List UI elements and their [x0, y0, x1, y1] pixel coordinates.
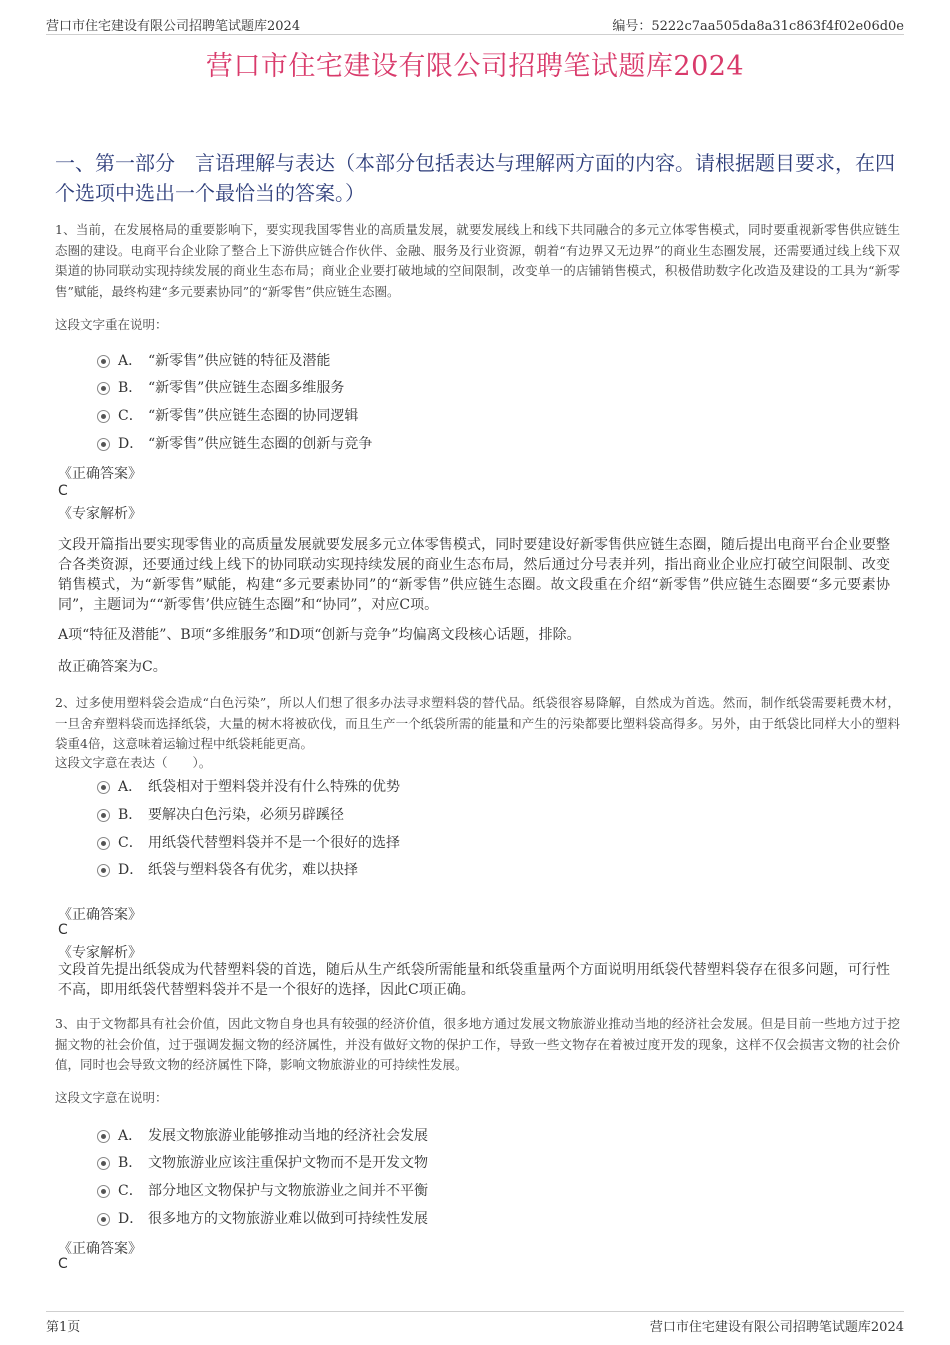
option-text: 文物旅游业应该注重保护文物而不是开发文物 — [148, 1155, 428, 1171]
question-2-text: 2、过多使用塑料袋会造成“白色污染”，所以人们想了很多办法寻求塑料袋的替代品。纸袋很容易降解，自然成为首选。然而，制作纸袋需要耗费木材，一旦舍弃塑料袋而选择纸袋，大量的树木将被砍伐，而且生产一个纸袋所需的能量和产生的污染都要比塑料袋高得多。另外，由于纸袋比同样大小的塑料袋重4倍，这意味着运输过程中纸袋耗能更高。 — [55, 695, 900, 751]
question-1-analysis-para-1: 文段开篇指出要实现零售业的高质量发展就要发展多元立体零售模式，同时要建设好新零售供应链生态圈，随后提出电商平台企业要整合各类资源，还要通过线上线下的协同联动实现持续发展的商业生态布局，然后通过分号表并列，指出商业企业应打破空间限制、改变销售模式，为“新零售”赋能，构建“多元要素协同”的“新零售”供应链生态圈。故文段重在介绍“新零售”供应链生态圈要“多元要素协同”，主题词为““新零售’供应链生态圈”和“协同”，对应C项。 — [58, 537, 890, 613]
option-letter: A． — [118, 779, 143, 795]
radio-icon[interactable] — [97, 864, 110, 877]
question-2-option-d[interactable] — [97, 859, 358, 879]
question-1-stem: 这段文字重在说明： — [55, 317, 168, 332]
question-1-analysis-para-3: 故正确答案为C。 — [58, 659, 167, 675]
question-1-answer: C — [58, 483, 68, 499]
header-doc-title: 营口市住宅建设有限公司招聘笔试题库2024 — [46, 19, 301, 34]
page-footer — [46, 1311, 904, 1334]
option-letter: D． — [118, 1211, 144, 1227]
question-1-analysis-label: 《专家解析》 — [58, 506, 142, 522]
option-text: “新零售”供应链生态圈的创新与竞争 — [148, 436, 373, 452]
question-1-text: 1、当前，在发展格局的重要影响下，要实现我国零售业的高质量发展，就要发展线上和线下共同融合的多元立体零售模式，同时要重视新零售供应链生态圈的建设。电商平台企业除了整合上下游供应链合作伙伴、金融、服务及行业资源，朝着“有边界又无边界”的商业生态圈发展，还需要通过线上线下双渠道的协同联动实现持续发展的商业生态布局；商业企业要打破地域的空间限制，改变单一的店铺销售模式，积极借助数字化改造及建设的工具为“新零售”赋能，最终构建“多元要素协同”的“新零售”供应链生态圈。 — [55, 222, 900, 299]
radio-icon[interactable] — [97, 1130, 110, 1143]
question-3-option-b[interactable] — [97, 1152, 428, 1172]
radio-icon[interactable] — [97, 781, 110, 794]
question-3-option-c[interactable] — [97, 1180, 428, 1200]
option-letter: A． — [118, 353, 143, 369]
question-2-analysis-label: 《专家解析》 — [58, 945, 142, 961]
radio-icon[interactable] — [97, 1213, 110, 1226]
question-2-answer-label: 《正确答案》 — [58, 907, 142, 923]
footer-page-number: 第1页 — [46, 1320, 81, 1335]
option-letter: A． — [118, 1128, 143, 1144]
option-text: “新零售”供应链的特征及潜能 — [148, 353, 331, 369]
radio-icon[interactable] — [97, 809, 110, 822]
question-1-option-b[interactable] — [97, 377, 344, 397]
question-3-option-a[interactable] — [97, 1125, 428, 1145]
question-1-option-d[interactable] — [97, 433, 372, 453]
question-3-stem: 这段文字意在说明： — [55, 1090, 168, 1105]
option-text: 发展文物旅游业能够推动当地的经济社会发展 — [148, 1128, 428, 1144]
question-1-answer-label: 《正确答案》 — [58, 466, 142, 482]
page-title: 营口市住宅建设有限公司招聘笔试题库2024 — [205, 51, 745, 82]
section-heading: 一、第一部分 言语理解与表达（本部分包括表达与理解两方面的内容。请根据题目要求，在四个选项中选出一个最恰当的答案。） — [55, 151, 895, 205]
option-text: 纸袋相对于塑料袋并没有什么特殊的优势 — [148, 779, 400, 795]
option-text: 用纸袋代替塑料袋并不是一个很好的选择 — [148, 835, 400, 851]
option-text: 部分地区文物保护与文物旅游业之间并不平衡 — [148, 1183, 428, 1199]
option-letter: B． — [118, 807, 143, 823]
option-text: 很多地方的文物旅游业难以做到可持续性发展 — [148, 1211, 428, 1227]
question-3-option-d[interactable] — [97, 1208, 428, 1228]
question-3-answer: C — [58, 1256, 68, 1272]
radio-icon[interactable] — [97, 438, 110, 451]
option-text: “新零售”供应链生态圈多维服务 — [148, 380, 345, 396]
option-text: 要解决白色污染，必须另辟蹊径 — [148, 807, 344, 823]
question-2-option-c[interactable] — [97, 832, 400, 852]
radio-icon[interactable] — [97, 1185, 110, 1198]
option-letter: B． — [118, 1155, 143, 1171]
option-letter: C． — [118, 1183, 143, 1199]
header-doc-id: 编号：5222c7aa505da8a31c863f4f02e06d0e — [612, 19, 904, 34]
question-2-option-a[interactable] — [97, 776, 400, 796]
radio-icon[interactable] — [97, 837, 110, 850]
radio-icon[interactable] — [97, 1157, 110, 1170]
question-3-answer-label: 《正确答案》 — [58, 1241, 142, 1257]
question-2-option-b[interactable] — [97, 804, 344, 824]
question-2-answer: C — [58, 922, 68, 938]
page-header — [46, 12, 904, 35]
option-text: 纸袋与塑料袋各有优劣，难以抉择 — [148, 862, 358, 878]
radio-icon[interactable] — [97, 382, 110, 395]
option-letter: D． — [118, 436, 144, 452]
option-letter: D． — [118, 862, 144, 878]
question-2-stem: 这段文字意在表达（ ）。 — [55, 755, 212, 770]
option-letter: C． — [118, 408, 143, 424]
option-letter: B． — [118, 380, 143, 396]
question-1-option-a[interactable] — [97, 350, 330, 370]
question-1-option-c[interactable] — [97, 405, 358, 425]
footer-doc-title: 营口市住宅建设有限公司招聘笔试题库2024 — [649, 1320, 904, 1335]
question-3-text: 3、由于文物都具有社会价值，因此文物自身也具有较强的经济价值，很多地方通过发展文物旅游业推动当地的经济社会发展。但是目前一些地方过于挖掘文物的社会价值，过于强调发掘文物的经济属性，并没有做好文物的保护工作，导致一些文物存在着被过度开发的现象，这样不仅会损害文物的社会价值，同时也会导致文物的经济属性下降，影响文物旅游业的可持续性发展。 — [55, 1016, 900, 1072]
question-2-analysis-para-1: 文段首先提出纸袋成为代替塑料袋的首选，随后从生产纸袋所需能量和纸袋重量两个方面说明用纸袋代替塑料袋存在很多问题，可行性不高，即用纸袋代替塑料袋并不是一个很好的选择，因此C项正确。 — [58, 962, 890, 998]
option-letter: C． — [118, 835, 143, 851]
question-1-analysis-para-2: A项“特征及潜能”、B项“多维服务”和D项“创新与竞争”均偏离文段核心话题，排除。 — [58, 627, 581, 643]
option-text: “新零售”供应链生态圈的协同逻辑 — [148, 408, 359, 424]
radio-icon[interactable] — [97, 355, 110, 368]
radio-icon[interactable] — [97, 410, 110, 423]
